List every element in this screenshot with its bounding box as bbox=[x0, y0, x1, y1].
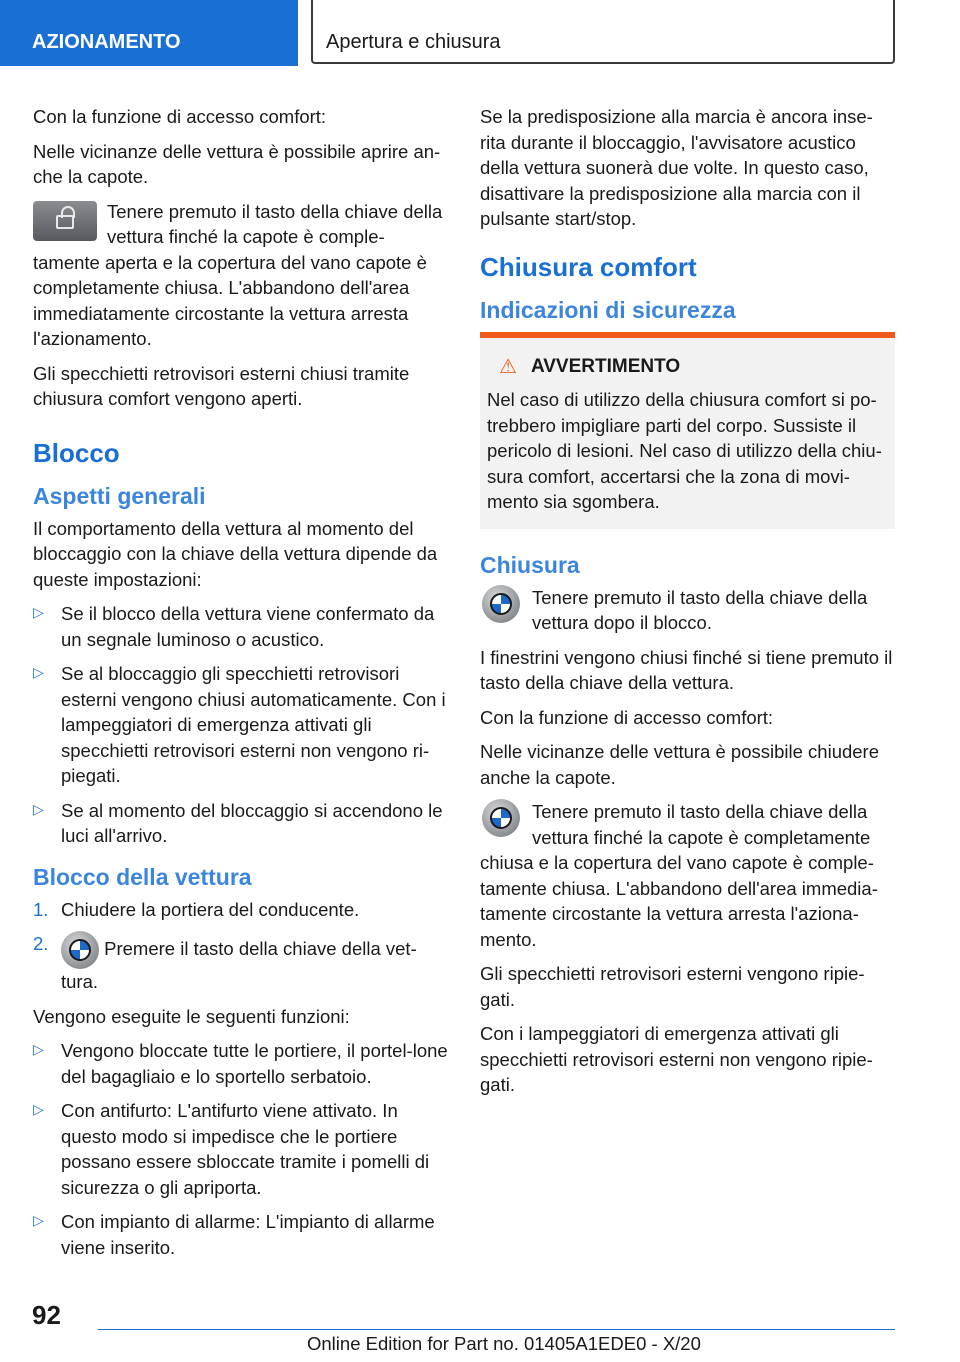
warning-title bbox=[487, 354, 887, 380]
icon-paragraph bbox=[480, 799, 895, 952]
warning-triangle-icon: ⚠ bbox=[499, 353, 517, 378]
warning-title-text: AVVERTIMENTO bbox=[530, 355, 681, 377]
paragraph: Con i lampeggiatori di emergenza attivati gli specchietti retrovisori esterni non vengono ripie-gati. bbox=[480, 1023, 873, 1095]
step-text: Chiudere la portiera del conducente. bbox=[61, 898, 360, 920]
heading-blocco: Blocco bbox=[33, 437, 120, 468]
bullet-list bbox=[33, 601, 448, 849]
paragraph: I finestrini vengono chiusi finché si tiene premuto il tasto della chiave della vettura. bbox=[480, 646, 893, 693]
right-column bbox=[480, 104, 895, 1107]
paragraph-text: Tenere premuto il tasto della chiave della vettura dopo il blocco. bbox=[532, 586, 868, 633]
chapter-tab: Apertura e chiusura bbox=[311, 0, 895, 64]
list-item: ▷ Se al bloccaggio gli specchietti retrovisori esterni vengono chiusi automaticamente. Con i lampeggiatori di emergenza attivati gli specchietti retrovisori esterni non vengono ri-piegati. bbox=[33, 661, 448, 789]
page-header bbox=[0, 0, 960, 66]
left-column bbox=[33, 104, 448, 1269]
paragraph: Gli specchietti retrovisori esterni vengono ripie-gati. bbox=[480, 963, 865, 1010]
heading-chiusura-comfort: Chiusura comfort bbox=[480, 251, 697, 282]
heading-aspetti-generali: Aspetti generali bbox=[33, 482, 206, 509]
footer-edition: Online Edition for Part no. 01405A1EDE0 - X/20 bbox=[307, 1333, 701, 1354]
paragraph: Nelle vicinanze delle vettura è possibile aprire an-che la capote. bbox=[33, 140, 441, 187]
footer-divider bbox=[98, 1329, 895, 1330]
list-item: ▷ Con impianto di allarme: L'impianto di allarme viene inserito. bbox=[33, 1209, 448, 1260]
warning-box bbox=[480, 332, 895, 529]
list-item bbox=[33, 931, 448, 995]
bmw-key-button-icon bbox=[482, 799, 520, 837]
bullet-list bbox=[33, 1038, 448, 1260]
heading-indicazioni-sicurezza: Indicazioni di sicurezza bbox=[480, 296, 736, 323]
bmw-key-button-icon bbox=[61, 931, 99, 969]
list-item: ▷ Se al momento del bloccaggio si accendono le luci all'arrivo. bbox=[33, 798, 448, 849]
list-item bbox=[33, 897, 448, 923]
list-item: ▷ Vengono bloccate tutte le portiere, il portel-lone del bagagliaio e lo sportello serbatoio. bbox=[33, 1038, 448, 1089]
list-item: ▷ Se il blocco della vettura viene confermato da un segnale luminoso o acustico. bbox=[33, 601, 448, 652]
paragraph: Nelle vicinanze delle vettura è possibile chiudere anche la capote. bbox=[480, 741, 880, 788]
unlock-key-icon bbox=[33, 201, 97, 241]
icon-paragraph bbox=[480, 585, 895, 636]
paragraph-text: Tenere premuto il tasto della chiave della vettura finché la capote è completamente chiusa e la copertura del vano capote è comple-tamente chiusa. L'abbandono dell'area immedia-tamente circostante la vettura arresta l'aziona-mento. bbox=[480, 801, 878, 950]
heading-chiusura: Chiusura bbox=[480, 551, 580, 578]
numbered-list bbox=[33, 897, 448, 995]
page-number: 92 bbox=[32, 1300, 61, 1330]
paragraph-text: Tenere premuto il tasto della chiave della vettura finché la capote è comple-tamente aperta e la copertura del vano capote è completamente chiusa. L'abbandono dell'area immediatamente circostante la vettura arresta l'azionamento. bbox=[33, 200, 443, 349]
list-item: ▷ Con antifurto: L'antifurto viene attivato. In questo modo si impedisce che le portiere possano essere sbloccate tramite i pomelli di sicurezza o gli apriporta. bbox=[33, 1098, 448, 1200]
paragraph: Con la funzione di accesso comfort: bbox=[33, 106, 327, 127]
paragraph: Vengono eseguite le seguenti funzioni: bbox=[33, 1005, 350, 1027]
warning-text: Nel caso di utilizzo della chiusura comfort si po-trebbero impigliare parti del corpo. Sussiste il pericolo di lesioni. Nel caso di utilizzo della chiu-sura comfort, accertarsi che la zona di movi-mento sia sgombera. bbox=[487, 389, 882, 512]
paragraph: Gli specchietti retrovisori esterni chiusi tramite chiusura comfort vengono aperti. bbox=[33, 362, 410, 409]
step-number: 2. bbox=[33, 933, 49, 954]
section-tab: AZIONAMENTO bbox=[0, 0, 298, 66]
icon-paragraph bbox=[33, 199, 448, 352]
bmw-key-button-icon bbox=[482, 585, 520, 623]
heading-blocco-della-vettura: Blocco della vettura bbox=[33, 863, 252, 890]
paragraph: Se la predisposizione alla marcia è ancora inse-rita durante il bloccaggio, l'avvisatore acustico della vettura suonerà due volte. In questo caso, disattivare la predisposizione alla marcia con il pulsante start/stop. bbox=[480, 106, 873, 229]
step-number: 1. bbox=[33, 898, 49, 920]
paragraph: Il comportamento della vettura al momento del bloccaggio con la chiave della vettura dipende da queste impostazioni: bbox=[33, 517, 438, 590]
paragraph: Con la funzione di accesso comfort: bbox=[480, 706, 774, 728]
step-text: Premere il tasto della chiave della vet-tura. bbox=[61, 937, 417, 992]
